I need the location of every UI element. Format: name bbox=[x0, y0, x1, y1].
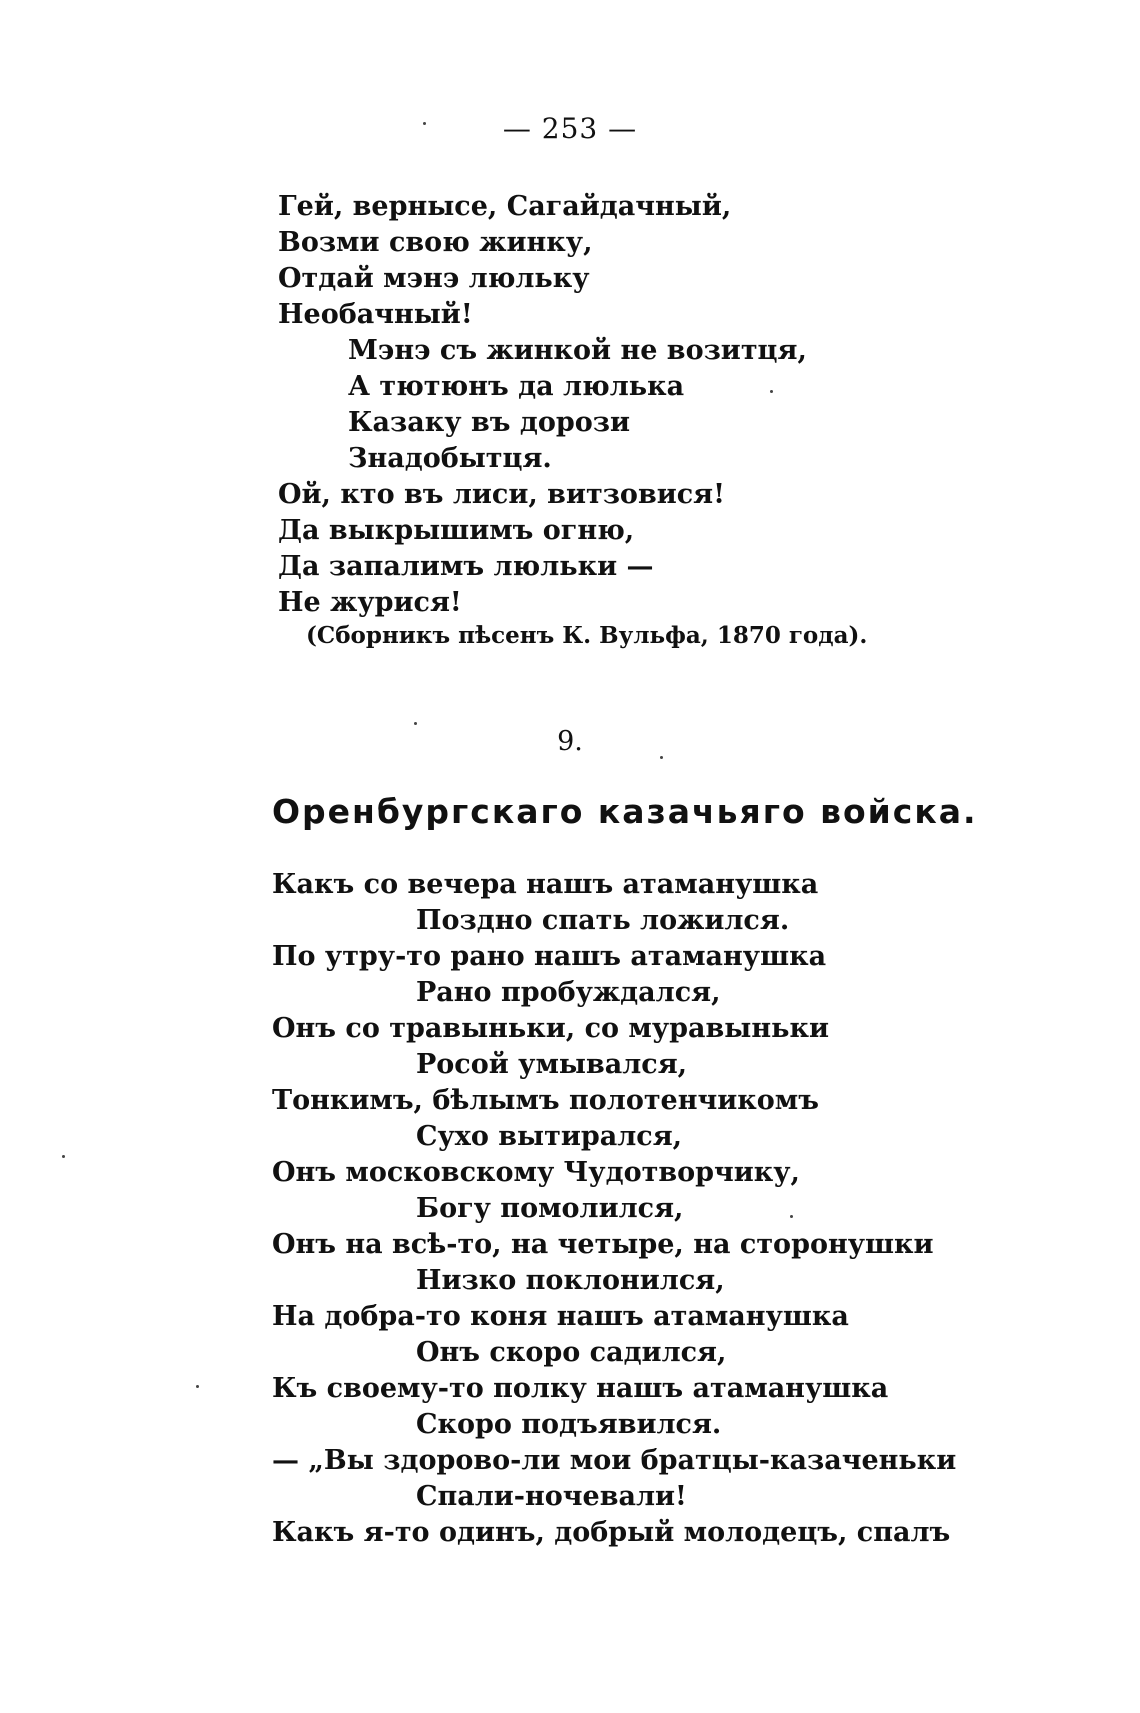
scan-speck bbox=[790, 1215, 793, 1218]
poem-top-line: Отдай мэнэ люльку bbox=[278, 263, 590, 294]
poem-main-line: Онъ на всѣ-то, на четыре, на сторонушки bbox=[272, 1229, 934, 1260]
poem-main-line: Къ своему-то полку нашъ атаманушка bbox=[272, 1373, 889, 1404]
poem-main-line: Какъ со вечера нашъ атаманушка bbox=[272, 869, 819, 900]
poem-top-line: Ой, кто въ лиси, витзовися! bbox=[278, 479, 725, 510]
poem-top-line: Да выкрышимъ огню, bbox=[278, 515, 635, 546]
section-title: Оренбургскаго казачьяго войска. bbox=[272, 792, 978, 831]
poem-main-line: Росой умывался, bbox=[416, 1049, 688, 1080]
section-number: 9. bbox=[557, 726, 583, 757]
poem-main-line: Богу помолился, bbox=[416, 1193, 684, 1224]
poem-top-line: Гей, вернысе, Сагайдачный, bbox=[278, 191, 732, 222]
poem-main-line: Низко поклонился, bbox=[416, 1265, 725, 1296]
poem-top-line: Мэнэ съ жинкой не возитця, bbox=[348, 335, 807, 366]
poem-top-line: А тютюнъ да люлька bbox=[348, 371, 685, 402]
poem-main-line: По утру-то рано нашъ атаманушка bbox=[272, 941, 827, 972]
poem-main-line: Какъ я-то одинъ, добрый молодецъ, спалъ bbox=[272, 1517, 951, 1548]
page-number: — 253 — bbox=[502, 112, 638, 145]
poem-top-line: Возми свою жинку, bbox=[278, 227, 593, 258]
scan-speck bbox=[196, 1385, 199, 1388]
poem-main-line: Онъ со травыньки, со муравыньки bbox=[272, 1013, 829, 1044]
poem-top-line: Не журися! bbox=[278, 587, 462, 618]
poem-main-line: Онъ скоро садился, bbox=[416, 1337, 727, 1368]
scan-speck bbox=[660, 756, 663, 759]
poem-main-line: Поздно спать ложился. bbox=[416, 905, 790, 936]
poem-main-line: Скоро подъявился. bbox=[416, 1409, 722, 1440]
poem-main-line: Рано пробуждался, bbox=[416, 977, 721, 1008]
poem-top-line: Знадобытця. bbox=[348, 443, 552, 474]
scan-speck bbox=[62, 1155, 65, 1158]
poem-main-line: Онъ московскому Чудотворчику, bbox=[272, 1157, 800, 1188]
poem-main-line: На добра-то коня нашъ атаманушка bbox=[272, 1301, 849, 1332]
poem-main-line: Сухо вытирался, bbox=[416, 1121, 683, 1152]
poem-top-line: Необачный! bbox=[278, 299, 473, 330]
scan-speck bbox=[414, 722, 417, 725]
poem-main-line: — „Вы здорово-ли мои братцы-казаченьки bbox=[272, 1445, 957, 1476]
poem-source-citation: (Сборникъ пѣсенъ К. Вульфа, 1870 года). bbox=[306, 622, 868, 649]
poem-top-line: Казаку въ дорози bbox=[348, 407, 630, 438]
scan-speck bbox=[423, 122, 426, 125]
poem-main-line: Тонкимъ, бѣлымъ полотенчикомъ bbox=[272, 1085, 819, 1116]
poem-top-line: Да запалимъ люльки — bbox=[278, 551, 654, 582]
scan-speck bbox=[770, 390, 773, 393]
poem-main-line: Спали-ночевали! bbox=[416, 1481, 687, 1512]
